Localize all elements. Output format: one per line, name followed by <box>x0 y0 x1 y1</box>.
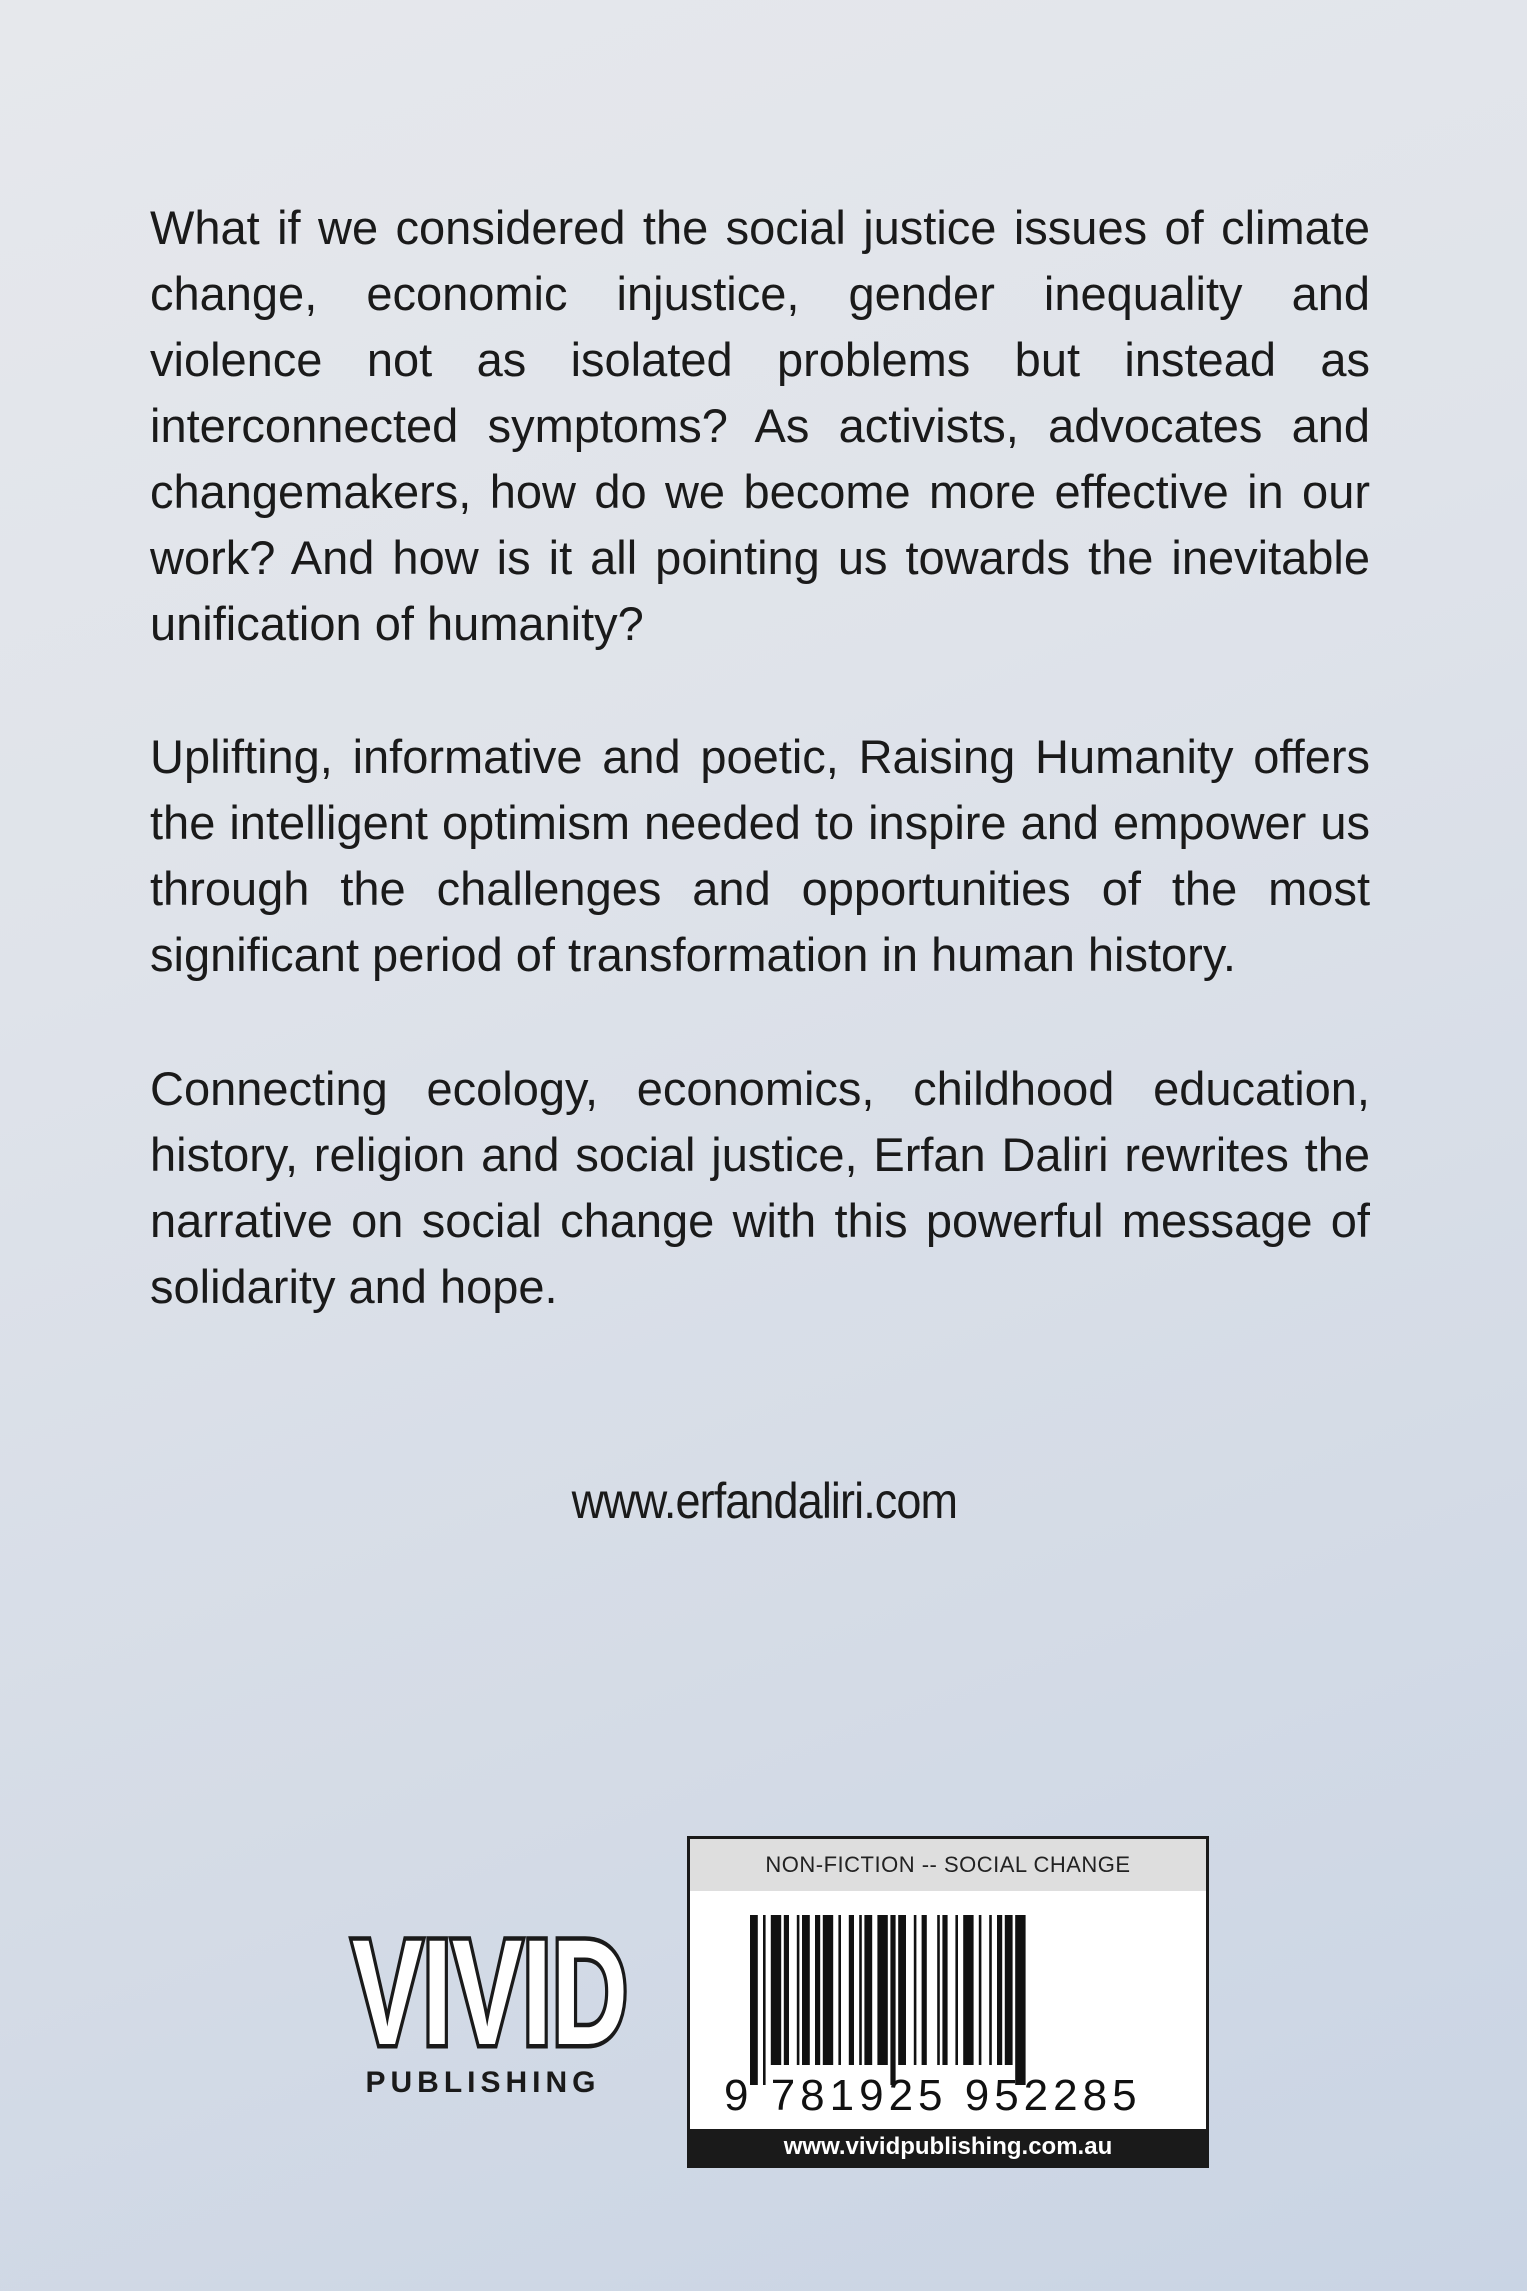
barcode-stripe <box>942 1915 947 2065</box>
barcode-stripe <box>815 1915 820 2065</box>
barcode-stripe <box>763 1915 766 2085</box>
barcode-stripe <box>823 1915 833 2065</box>
vivid-logo-icon <box>345 1926 635 2056</box>
barcode-stripe <box>771 1915 781 2065</box>
barcode-stripe <box>877 1915 887 2065</box>
publisher-subtitle: PUBLISHING <box>365 2066 601 2099</box>
barcode-stripe <box>859 1915 862 2065</box>
barcode-stripe <box>922 1915 927 2065</box>
publisher-logo-wordmark: VIVID <box>352 1926 628 2056</box>
blurb-paragraph-1: What if we considered the social justice issues of climate change, economic injustice, gender inequality and violence not as isolated problems but instead as interconnected symptoms? As activists, advocates and changemakers, how do we become more effective in our work? And how is it all pointing us towards the inevitable unification of humanity? <box>150 201 1370 650</box>
barcode-stripe <box>937 1915 940 2065</box>
isbn-number: 9 781925 952285 <box>724 2071 1142 2120</box>
author-website: www.erfandaliri.com <box>571 1473 958 1529</box>
barcode-stripe <box>979 1915 982 2065</box>
barcode-stripe <box>750 1915 758 2085</box>
barcode-stripe <box>890 1915 895 2085</box>
barcode-box <box>687 1836 1209 2168</box>
barcode-stripe <box>797 1915 800 2065</box>
barcode-stripe <box>898 1915 906 2065</box>
barcode-stripe <box>784 1915 789 2065</box>
barcode-stripe <box>997 1915 1002 2065</box>
barcode-stripe <box>955 1915 958 2065</box>
barcode-stripe <box>1015 1915 1025 2085</box>
blurb-paragraph-2: Uplifting, informative and poetic, Raising Humanity offers the intelligent optimism needed to inspire and empower us through the challenges and opportunities of the most significant period of transformation in human history. <box>150 730 1370 981</box>
barcode-stripe <box>914 1915 917 2065</box>
barcode-icon <box>750 1915 1160 2085</box>
blurb-paragraph-3: Connecting ecology, economics, childhood education, history, religion and social justice, Erfan Daliri rewrites the narrative on social change with this powerful message of solidarity and hope. <box>150 1062 1370 1313</box>
barcode-category: NON-FICTION -- SOCIAL CHANGE <box>690 1839 1206 1891</box>
barcode-stripe <box>864 1915 872 2065</box>
barcode-stripe <box>989 1915 992 2065</box>
barcode-stripe <box>1005 1915 1013 2065</box>
barcode-stripe <box>849 1915 854 2065</box>
publisher-logo <box>345 1926 645 2100</box>
publisher-url: www.vividpublishing.com.au <box>690 2129 1206 2165</box>
barcode-stripe <box>838 1915 841 2065</box>
barcode-stripe <box>963 1915 973 2065</box>
barcode-stripe <box>802 1915 810 2065</box>
